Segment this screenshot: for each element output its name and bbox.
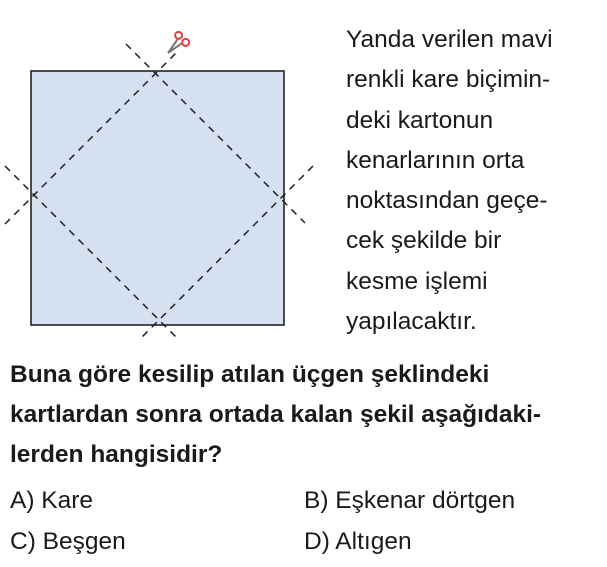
option-b[interactable]: B) Eşkenar dörtgen — [304, 487, 516, 514]
description-line: renkli kare biçimin- — [346, 66, 551, 94]
description-line: noktasından geçe- — [346, 187, 548, 215]
option-a[interactable]: A) Kare — [10, 487, 94, 514]
option-d[interactable]: D) Altıgen — [304, 528, 412, 555]
description-line: kenarlarının orta — [346, 146, 525, 174]
question-line: Buna göre kesilip atılan üçgen şeklindeki — [10, 361, 490, 388]
question-line: lerden hangisidir? — [10, 441, 223, 468]
question-line: kartlardan sonra ortada kalan şekil aşağıdaki- — [10, 401, 542, 428]
blue-square-card — [31, 71, 284, 325]
description-line: yapılacaktır. — [346, 308, 477, 336]
description-line: kesme işlemi — [346, 267, 488, 295]
description-line: cek şekilde bir — [346, 227, 502, 255]
option-c[interactable]: C) Beşgen — [10, 528, 126, 555]
problem-description — [346, 20, 601, 342]
cut-square-figure — [0, 0, 330, 345]
description-line: deki kartonun — [346, 106, 494, 134]
question-text — [10, 355, 605, 475]
scissors-icon — [162, 30, 191, 59]
description-line: Yanda verilen mavi — [346, 26, 553, 53]
